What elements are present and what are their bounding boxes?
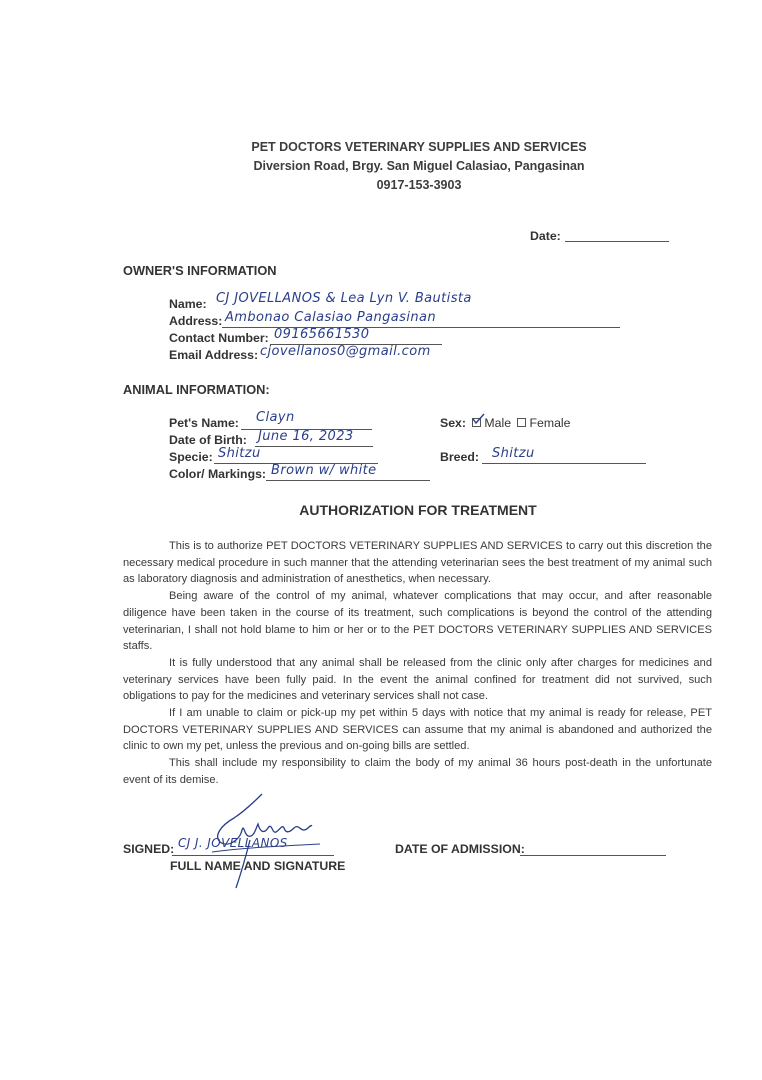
owner-email-label: Email Address: (169, 348, 259, 362)
authorization-paragraph-4: If I am unable to claim or pick-up my pet within 5 days with notice that my animal is ready for release, PET DOCTORS VETERINARY SUPPLIES AND SERVICES can assume that my animal is abandoned and authorized the clinic to own my pet, unless the previous and on-going bills are settled. (123, 707, 712, 753)
signed-label: SIGNED: (123, 842, 175, 856)
authorization-title: AUTHORIZATION FOR TREATMENT (299, 502, 537, 518)
dob-line (255, 446, 373, 447)
owner-address-value: Ambonao Calasiao Pangasinan (225, 310, 437, 325)
clinic-phone: 0917-153-3903 (376, 178, 462, 192)
authorization-paragraph-3: It is fully understood that any animal shall be released from the clinic only after charges for medicines and veterinary services have been fully paid. In the event the animal confined for treatment did not survived, such obligations to pay for the medicines and veterinary services shall not case. (123, 656, 712, 703)
breed-label: Breed: (440, 450, 479, 464)
sex-label: Sex: (440, 416, 466, 430)
breed-line (482, 463, 646, 464)
admission-label: DATE OF ADMISSION: (395, 842, 525, 856)
authorization-paragraph-2: Being aware of the control of my animal, whatever complications that may occur, and after reasonable diligence have been taken in the course of its treatment, such complications is beyond the control of the attending veterinarian, I shall not hold blame to him or her or to the PET DOCTORS VETERINARY SUPPLIES AND SERVICES staffs. (123, 590, 712, 653)
sex-field (440, 416, 571, 430)
male-label: Male (484, 416, 512, 430)
date-line (565, 241, 669, 242)
color-value: Brown w/ white (271, 463, 377, 478)
admission-line (520, 855, 666, 856)
clinic-name: PET DOCTORS VETERINARY SUPPLIES AND SERVICES (251, 140, 587, 154)
specie-label: Specie: (169, 450, 213, 464)
pet-name-value: Clayn (256, 410, 295, 425)
female-checkbox[interactable] (517, 418, 526, 427)
signed-value: CJ J. JOVELLANOS (178, 836, 288, 850)
owner-email-value: cjovellanos0@gmail.com (260, 344, 431, 359)
owner-address-label: Address: (169, 314, 223, 328)
female-label: Female (529, 416, 571, 430)
owner-contact-value: 09165661530 (274, 327, 370, 342)
authorization-paragraph-5: This shall include my responsibility to claim the body of my animal 36 hours post-death in the unfortunate event of its demise. (123, 757, 712, 786)
color-label: Color/ Markings: (169, 467, 267, 481)
color-line (266, 480, 430, 481)
male-checkbox[interactable] (472, 418, 481, 427)
check-mark-icon (471, 413, 485, 425)
animal-section-title: ANIMAL INFORMATION: (123, 382, 270, 397)
breed-value: Shitzu (492, 446, 535, 461)
owner-name-label: Name: (169, 297, 207, 311)
authorization-body (123, 538, 712, 789)
pet-name-label: Pet's Name: (169, 416, 239, 430)
date-label: Date: (530, 229, 561, 243)
dob-value: June 16, 2023 (258, 429, 354, 444)
owner-section-title: OWNER'S INFORMATION (123, 263, 277, 278)
authorization-paragraph-1: This is to authorize PET DOCTORS VETERINARY SUPPLIES AND SERVICES to carry out this discretion the necessary medical procedure in such manner that the attending veterinarian sees the best treatment of my animal such as laboratory diagnosis and administration of anesthetics, when necessary. (123, 540, 712, 586)
owner-name-value: CJ JOVELLANOS & Lea Lyn V. Bautista (216, 291, 472, 306)
owner-contact-label: Contact Number: (169, 331, 269, 345)
dob-label: Date of Birth: (169, 433, 247, 447)
clinic-address: Diversion Road, Brgy. San Miguel Calasiao, Pangasinan (253, 159, 585, 173)
signature-caption: FULL NAME AND SIGNATURE (170, 859, 346, 873)
specie-value: Shitzu (218, 446, 261, 461)
handwritten-signature-icon (200, 790, 330, 890)
